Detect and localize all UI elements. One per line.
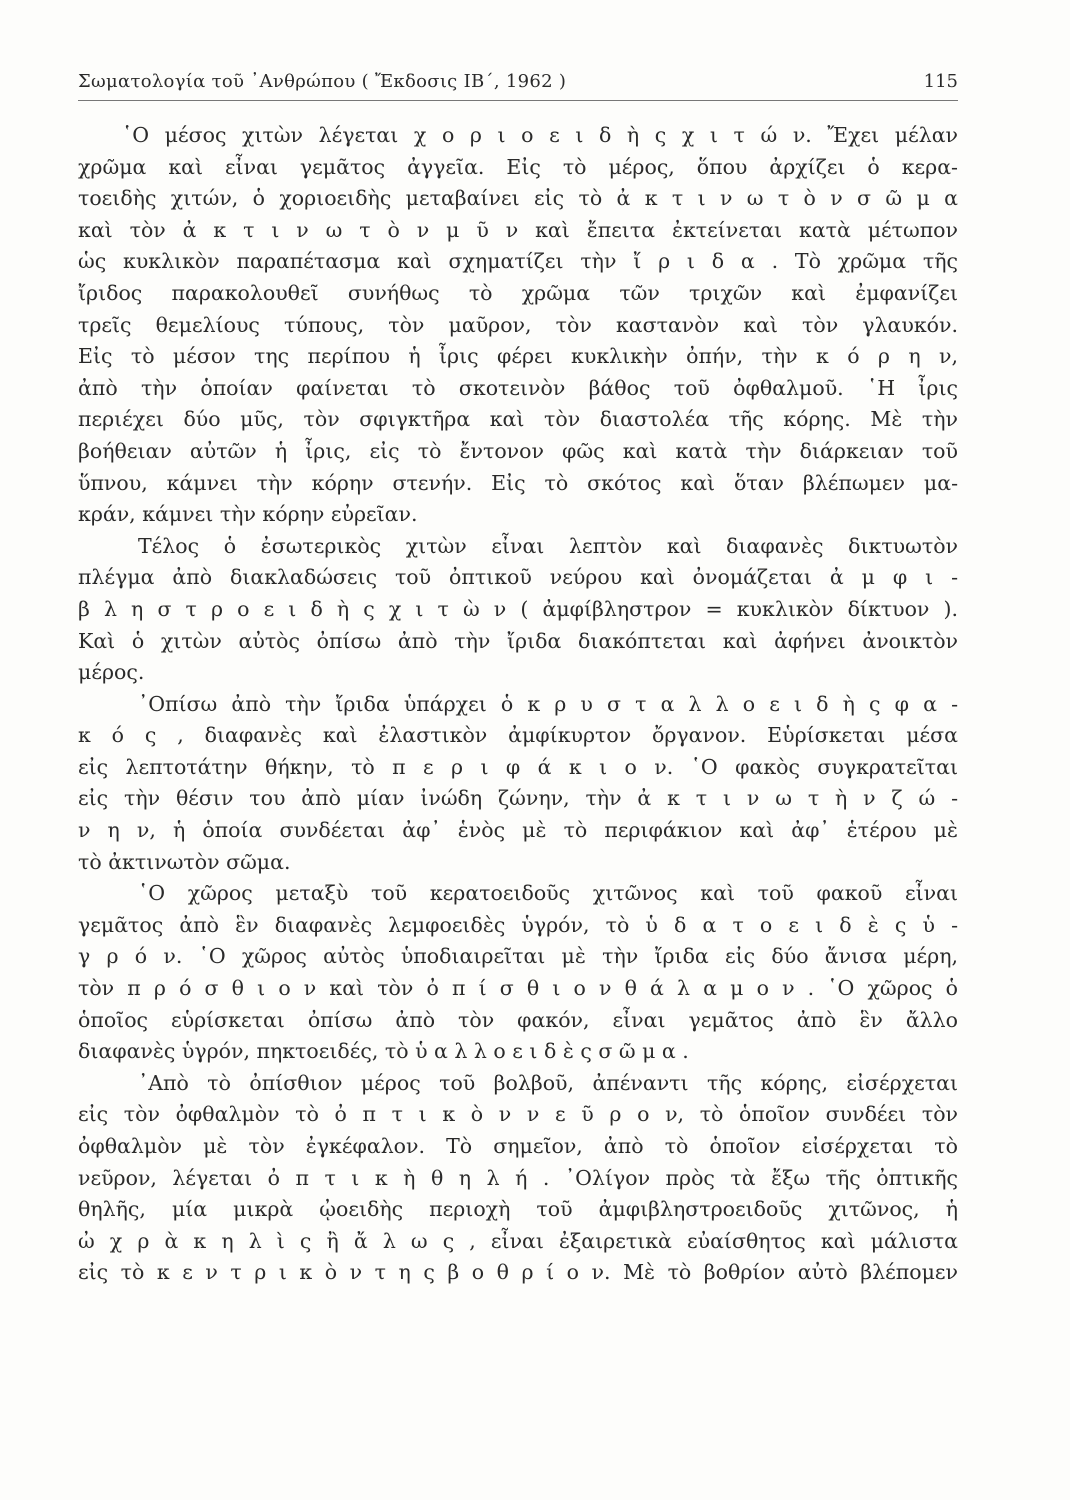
text-line: μέρος. (78, 660, 145, 685)
text-line: ν η ν, ἡ ὁποία συνδέεται ἀφ᾿ ἑνὸς μὲ τὸ περιφάκιον καὶ ἀφ᾿ ἑτέρου μὲ (78, 818, 958, 843)
body-text (78, 120, 958, 1289)
text-line: ᾿Απὸ τὸ ὀπίσθιον μέρος τοῦ βολβοῦ, ἀπέναντι τῆς κόρης, εἰσέρχεται (138, 1070, 958, 1095)
text-line: β λ η σ τ ρ ο ε ι δ ὴ ς χ ι τ ὼ ν ( ἀμφίβληστρον = κυκλικὸν δίκτυον ). (78, 596, 958, 621)
text-line: τοειδὴς χιτών, ὁ χοριοειδὴς μεταβαίνει εἰς τὸ ἀ κ τ ι ν ω τ ὸ ν σ ῶ μ α (78, 186, 958, 211)
text-line: τρεῖς θεμελίους τύπους, τὸν μαῦρον, τὸν καστανὸν καὶ τὸν γλαυκόν. (78, 312, 958, 337)
text-line: ᾿Οπίσω ἀπὸ τὴν ἴριδα ὑπάρχει ὁ κ ρ υ σ τ α λ λ ο ε ι δ ὴ ς φ α - (138, 691, 958, 716)
running-title: Σωματολογία τοῦ ᾿Ανθρώπου ( Ἔκδοσις ΙΒ΄, 1962 ) (78, 71, 567, 92)
text-line: βοήθειαν αὐτῶν ἡ ἶρις, εἰς τὸ ἔντονον φῶς καὶ κατὰ τὴν διάρκειαν τοῦ (78, 438, 958, 463)
text-line: Καὶ ὁ χιτὼν αὐτὸς ὀπίσω ἀπὸ τὴν ἴριδα διακόπτεται καὶ ἀφήνει ἀνοικτὸν (78, 628, 958, 653)
text-line: ἴριδος παρακολουθεῖ συνήθως τὸ χρῶμα τῶν τριχῶν καὶ ἐμφανίζει (78, 280, 958, 305)
text-line: τὸ ἀκτινωτὸν σῶμα. (78, 849, 291, 874)
text-line: ῾Ο χῶρος μεταξὺ τοῦ κερατοειδοῦς χιτῶνος καὶ τοῦ φακοῦ εἶναι (138, 881, 958, 906)
text-line: γ ρ ό ν. ῾Ο χῶρος αὐτὸς ὑποδιαιρεῖται μὲ τὴν ἴριδα εἰς δύο ἄνισα μέρη, (78, 944, 958, 969)
text-line: κ ό ς , διαφανὲς καὶ ἐλαστικὸν ἀμφίκυρτον ὄργανον. Εὑρίσκεται μέσα (78, 723, 958, 748)
text-line: εἰς λεπτοτάτην θήκην, τὸ π ε ρ ι φ ά κ ι ο ν. ῾Ο φακὸς συγκρατεῖται (78, 754, 958, 779)
text-line: πλέγμα ἀπὸ διακλαδώσεις τοῦ ὀπτικοῦ νεύρου καὶ ὀνομάζεται ἀ μ φ ι - (78, 565, 958, 590)
page-header (78, 60, 958, 101)
text-line: ὠ χ ρ ὰ κ η λ ὶ ς ἢ ἄ λ ω ς , εἶναι ἐξαιρετικὰ εὐαίσθητος καὶ μάλιστα (78, 1228, 958, 1253)
text-line: καὶ τὸν ἀ κ τ ι ν ω τ ὸ ν μ ῦ ν καὶ ἔπειτα ἐκτείνεται κατὰ μέτωπον (78, 217, 958, 242)
text-line: κράν, κάμνει τὴν κόρην εὐρεῖαν. (78, 502, 418, 527)
text-line: εἰς τὸν ὀφθαλμὸν τὸ ὀ π τ ι κ ὸ ν ν ε ῦ ρ ο ν, τὸ ὁποῖον συνδέει τὸν (78, 1102, 958, 1127)
text-line: νεῦρον, λέγεται ὀ π τ ι κ ὴ θ η λ ή . ᾿Ολίγον πρὸς τὰ ἔξω τῆς ὀπτικῆς (78, 1165, 958, 1190)
text-line: ἀπὸ τὴν ὁποίαν φαίνεται τὸ σκοτεινὸν βάθος τοῦ ὀφθαλμοῦ. ῾Η ἶρις (78, 375, 958, 400)
text-line: χρῶμα καὶ εἶναι γεμᾶτος ἀγγεῖα. Εἰς τὸ μέρος, ὅπου ἀρχίζει ὁ κερα- (78, 154, 958, 179)
text-line: διαφανὲς ὑγρόν, πηκτοειδές, τὸ ὑ α λ λ ο ε ι δ ὲ ς σ ῶ μ α . (78, 1039, 689, 1064)
text-line: ὡς κυκλικὸν παραπέτασμα καὶ σχηματίζει τὴν ἴ ρ ι δ α . Τὸ χρῶμα τῆς (78, 249, 958, 274)
text-line: γεμᾶτος ἀπὸ ἓν διαφανὲς λεμφοειδὲς ὑγρόν, τὸ ὑ δ α τ ο ε ι δ ὲ ς ὑ - (78, 912, 958, 937)
text-line: Τέλος ὁ ἐσωτερικὸς χιτὼν εἶναι λεπτὸν καὶ διαφανὲς δικτυωτὸν (138, 533, 958, 558)
text-line: ὀφθαλμὸν μὲ τὸν ἐγκέφαλον. Τὸ σημεῖον, ἀπὸ τὸ ὁποῖον εἰσέρχεται τὸ (78, 1134, 958, 1158)
text-line: ὁποῖος εὑρίσκεται ὀπίσω ἀπὸ τὸν φακόν, εἶναι γεμᾶτος ἀπὸ ἓν ἄλλο (78, 1007, 958, 1032)
text-line: περιέχει δύο μῦς, τὸν σφιγκτῆρα καὶ τὸν διαστολέα τῆς κόρης. Μὲ τὴν (78, 407, 958, 432)
text-line: εἰς τὴν θέσιν του ἀπὸ μίαν ἰνώδη ζώνην, τὴν ἀ κ τ ι ν ω τ ὴ ν ζ ώ - (78, 786, 958, 811)
text-line: Εἰς τὸ μέσον της περίπου ἡ ἶρις φέρει κυκλικὴν ὀπήν, τὴν κ ό ρ η ν, (78, 344, 958, 369)
page-number: 115 (923, 71, 958, 92)
text-line: ὕπνου, κάμνει τὴν κόρην στενήν. Εἰς τὸ σκότος καὶ ὅταν βλέπωμεν μα- (78, 470, 958, 495)
text-line: εἰς τὸ κ ε ν τ ρ ι κ ὸ ν τ η ς β ο θ ρ ί ο ν. Μὲ τὸ βοθρίον αὐτὸ βλέπομεν (78, 1260, 958, 1285)
text-line: τὸν π ρ ό σ θ ι ο ν καὶ τὸν ὀ π ί σ θ ι ο ν θ ά λ α μ ο ν . ῾Ο χῶρος ὁ (78, 976, 958, 1001)
text-line: θηλῆς, μία μικρὰ ᾠοειδὴς περιοχὴ τοῦ ἀμφιβληστροειδοῦς χιτῶνος, ἡ (78, 1197, 958, 1222)
text-line: ῾Ο μέσος χιτὼν λέγεται χ ο ρ ι ο ε ι δ ὴ ς χ ι τ ώ ν. Ἔχει μέλαν (122, 123, 958, 147)
